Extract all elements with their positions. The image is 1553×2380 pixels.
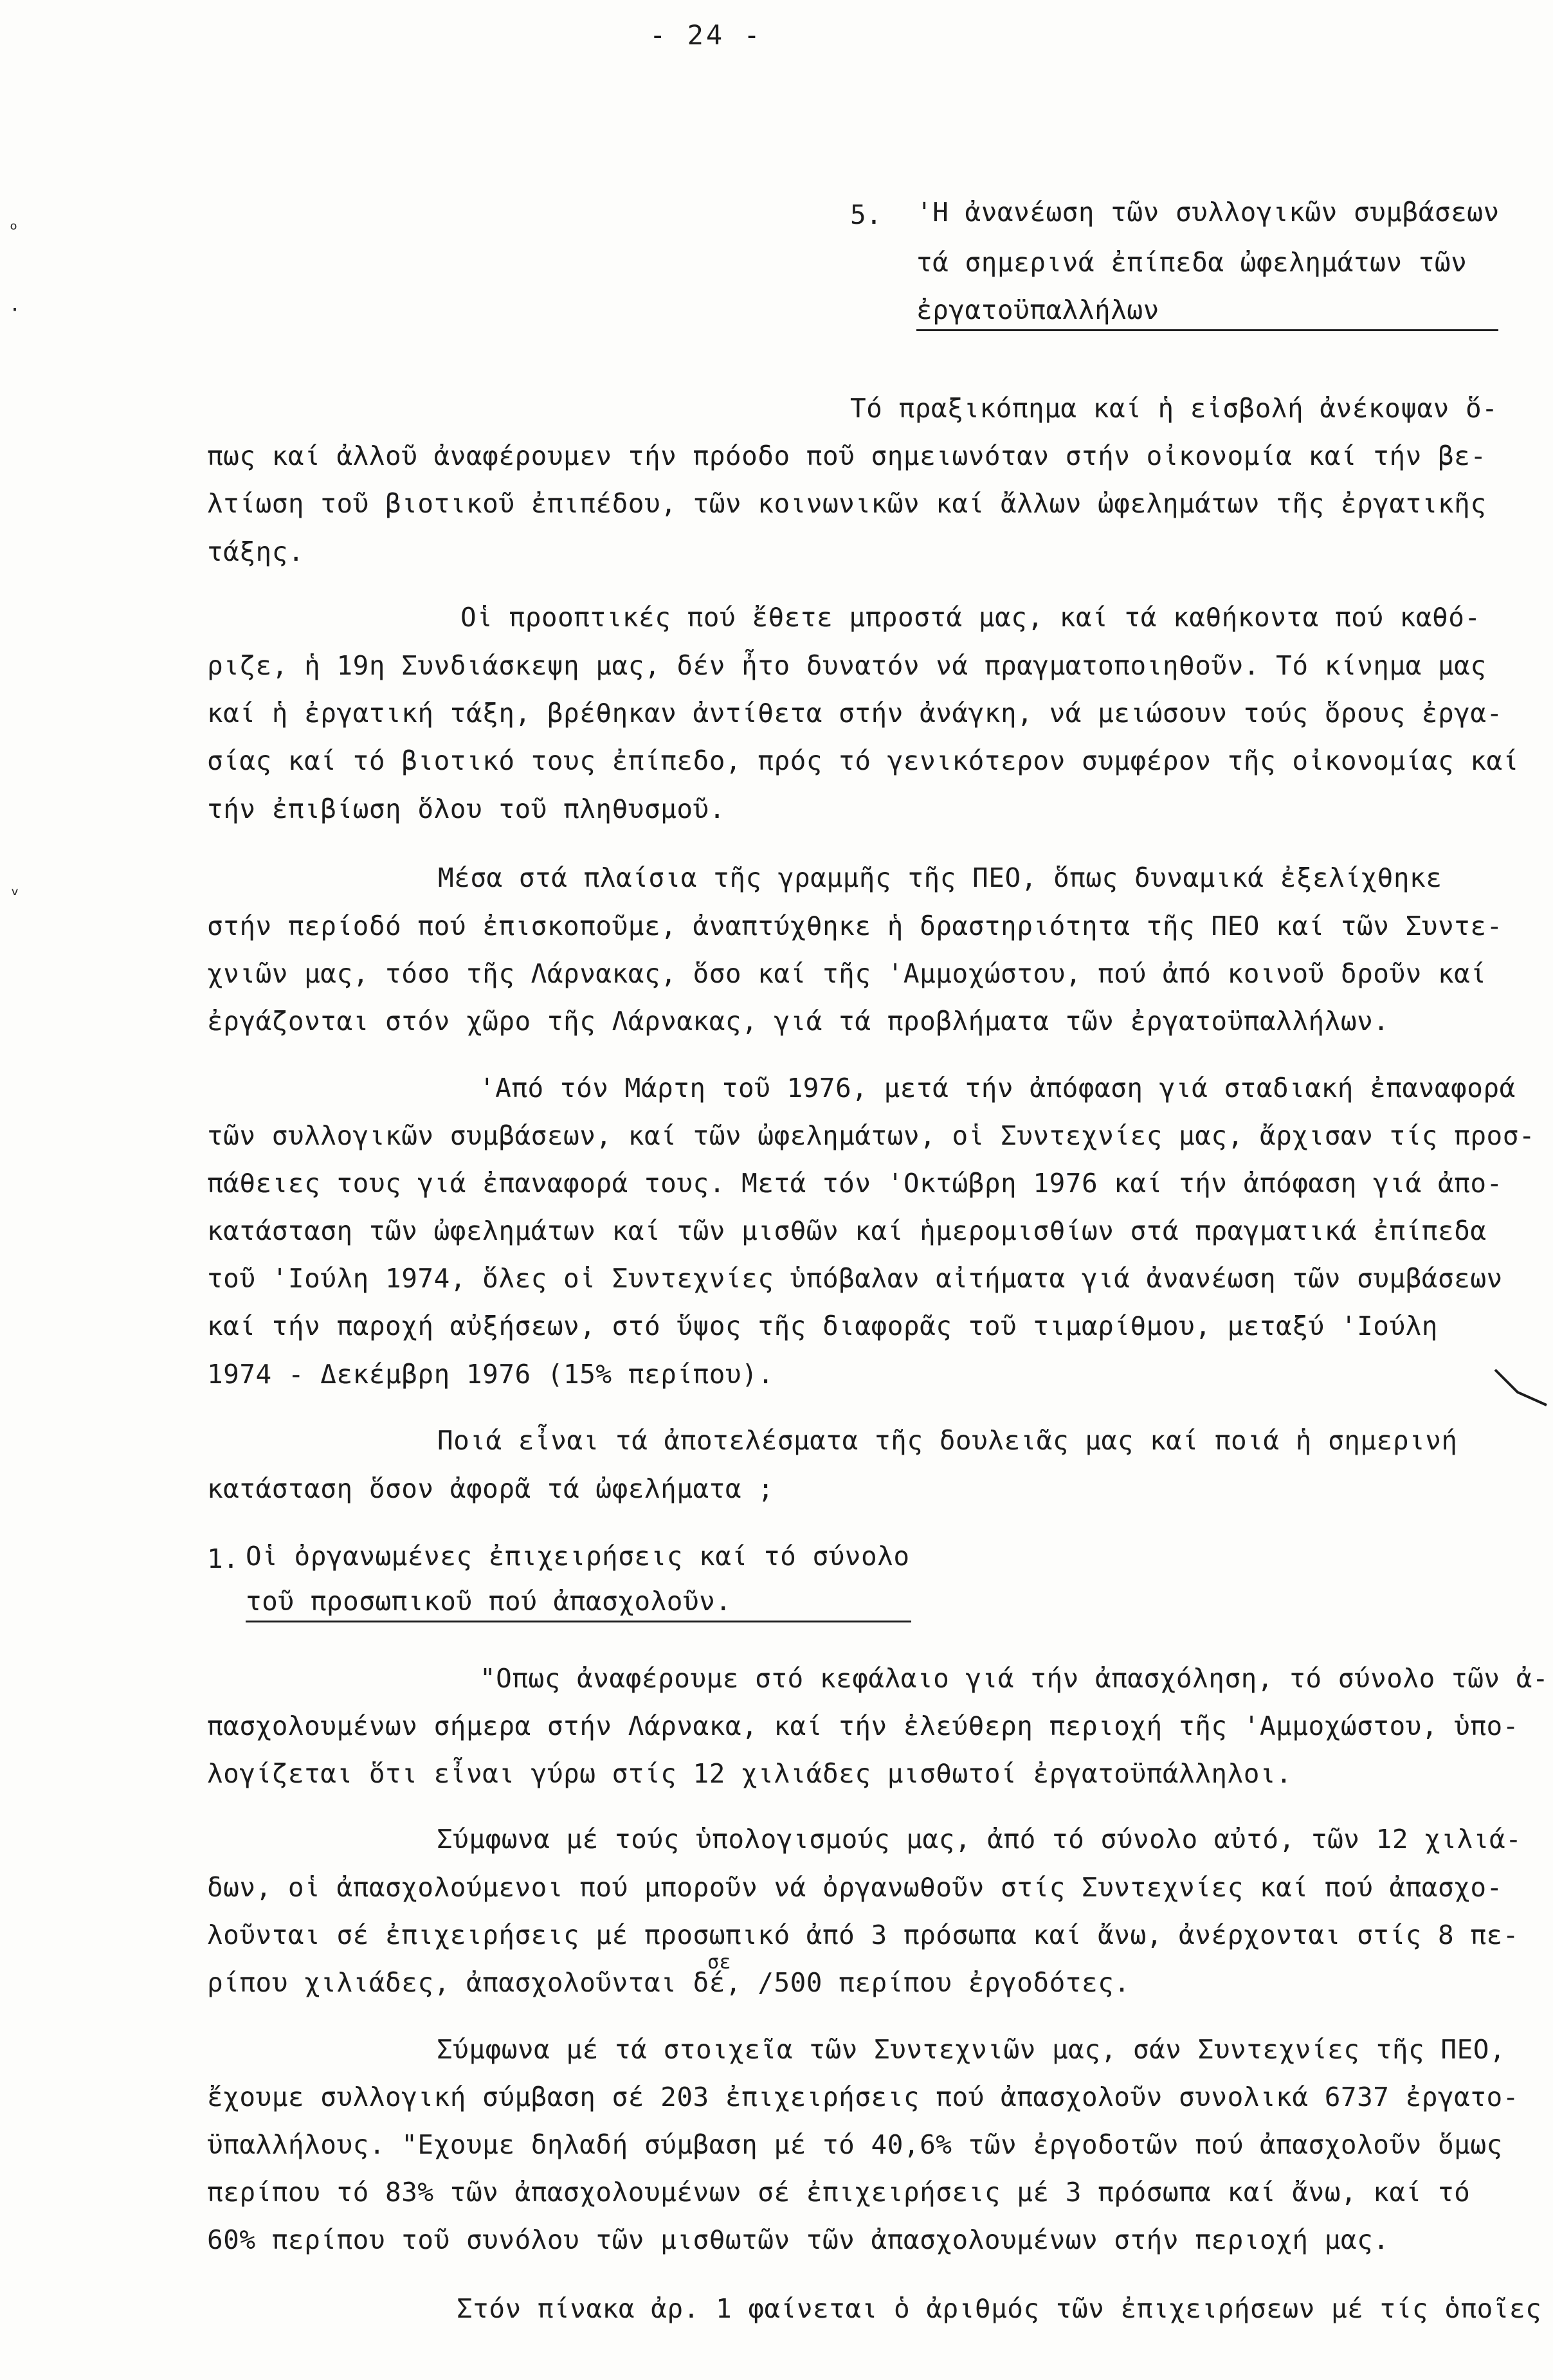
page-number: - 24 - bbox=[649, 19, 763, 51]
subsection-number: 1. bbox=[207, 1543, 239, 1574]
subsection-title-line: Οἱ ὀργανωμένες ἐπιχειρήσεις καί τό σύνολο bbox=[246, 1541, 910, 1572]
paragraph-line: δων, οἱ ἀπασχολούμενοι πού μποροῦν νά ὀργανωθοῦν στίς Συντεχνίες καί πού ἀπασχο- bbox=[207, 1872, 1503, 1903]
paragraph-line: Μέσα στά πλαίσια τῆς γραμμῆς τῆς ΠΕΟ, ὅπως δυναμικά ἐξελίχθηκε bbox=[438, 862, 1442, 893]
paragraph-line: κατάσταση τῶν ὠφελημάτων καί τῶν μισθῶν καί ἡμερομισθίων στά πραγματικά ἐπίπεδα bbox=[207, 1215, 1487, 1246]
paragraph-line: σίας καί τό βιοτικό τους ἐπίπεδο, πρός τό γενικότερον συμφέρον τῆς οἰκονομίας καί bbox=[207, 745, 1519, 776]
margin-stroke bbox=[1492, 1363, 1550, 1415]
paragraph-line: Ποιά εἶναι τά ἀποτελέσματα τῆς δουλειᾶς μας καί ποιά ἡ σημερινή bbox=[437, 1425, 1458, 1456]
paragraph-line: τάξης. bbox=[207, 536, 305, 567]
paragraph-line: ϋπαλλήλους. "Εχουμε δηλαδή σύμβαση μέ τό 40,6% τῶν ἐργοδοτῶν πού ἀπασχολοῦν ὅμως bbox=[207, 2129, 1503, 2160]
paragraph-line: πάθειες τους γιά ἐπαναφορά τους. Μετά τόν 'Οκτώβρη 1976 καί τήν ἀπόφαση γιά ἀπο- bbox=[207, 1168, 1503, 1199]
section-title-line: ἐργατοϋπαλλήλων bbox=[916, 295, 1159, 325]
paragraph-line: λογίζεται ὅτι εἶναι γύρω στίς 12 χιλιάδες μισθωτοί ἐργατοϋπάλληλοι. bbox=[207, 1758, 1293, 1789]
section-title-line: 'Η ἀνανέωση τῶν συλλογικῶν συμβάσεων bbox=[916, 197, 1500, 228]
margin-mark: ᵥ bbox=[9, 878, 21, 900]
paragraph-line: 60% περίπου τοῦ συνόλου τῶν μισθωτῶν τῶν ἀπασχολουμένων στήν περιοχή μας. bbox=[207, 2224, 1390, 2255]
paragraph-line: στήν περίοδό πού ἐπισκοποῦμε, ἀναπτύχθηκε ἡ δραστηριότητα τῆς ΠΕΟ καί τῶν Συντε- bbox=[207, 911, 1503, 941]
paragraph-line: τήν ἐπιβίωση ὅλου τοῦ πληθυσμοῦ. bbox=[207, 794, 725, 824]
paragraph-line: 'Από τόν Μάρτη τοῦ 1976, μετά τήν ἀπόφαση γιά σταδιακή ἐπαναφορά bbox=[479, 1073, 1516, 1104]
section-title-underline bbox=[916, 329, 1498, 331]
paragraph-line: Τό πραξικόπημα καί ἡ εἰσβολή ἀνέκοψαν ὅ- bbox=[850, 393, 1498, 424]
paragraph-line: λτίωση τοῦ βιοτικοῦ ἐπιπέδου, τῶν κοινωνικῶν καί ἄλλων ὠφελημάτων τῆς ἐργατικῆς bbox=[207, 488, 1487, 519]
subsection-title-line: τοῦ προσωπικοῦ πού ἀπασχολοῦν. bbox=[246, 1586, 732, 1617]
paragraph-line: "Οπως ἀναφέρουμε στό κεφάλαιο γιά τήν ἀπασχόληση, τό σύνολο τῶν ἀ- bbox=[480, 1663, 1549, 1694]
paragraph-line: τοῦ 'Ιούλη 1974, ὅλες οἱ Συντεχνίες ὑπόβαλαν αἰτήματα γιά ἀνανέωση τῶν συμβάσεων bbox=[207, 1263, 1503, 1294]
paragraph-line: ἐργάζονται στόν χῶρο τῆς Λάρνακας, γιά τά προβλήματα τῶν ἐργατοϋπαλλήλων. bbox=[207, 1006, 1390, 1037]
paragraph-line: 1974 - Δεκέμβρη 1976 (15% περίπου). bbox=[207, 1359, 774, 1390]
paragraph-line: Στόν πίνακα ἀρ. 1 φαίνεται ὁ ἀριθμός τῶν ἐπιχειρήσεων μέ τίς ὁποῖες bbox=[457, 2293, 1542, 2324]
paragraph-line: ρίπου χιλιάδες, ἀπασχολοῦνται δέ, /500 περίπου ἐργοδότες. bbox=[207, 1967, 1131, 1998]
paragraph-line: Σύμφωνα μέ τούς ὑπολογισμούς μας, ἀπό τό σύνολο αὐτό, τῶν 12 χιλιά- bbox=[437, 1824, 1522, 1855]
paragraph-line: πασχολουμένων σήμερα στήν Λάρνακα, καί τήν ἐλεύθερη περιοχή τῆς 'Αμμοχώστου, ὑπο- bbox=[207, 1711, 1519, 1741]
margin-mark: ₒ bbox=[8, 212, 20, 235]
margin-mark: · bbox=[9, 299, 21, 322]
handwritten-insert: σε bbox=[707, 1951, 732, 1974]
paragraph-line: καί τήν παροχή αὐξήσεων, στό ὕψος τῆς διαφορᾶς τοῦ τιμαρίθμου, μεταξύ 'Ιούλη bbox=[207, 1311, 1438, 1341]
paragraph-line: χνιῶν μας, τόσο τῆς Λάρνακας, ὅσο καί τῆς 'Αμμοχώστου, πού ἀπό κοινοῦ δροῦν καί bbox=[207, 958, 1487, 989]
paragraph-line: καί ἡ ἐργατική τάξη, βρέθηκαν ἀντίθετα στήν ἀνάγκη, νά μειώσουν τούς ὅρους ἐργα- bbox=[207, 698, 1503, 729]
paragraph-line: ριζε, ἡ 19η Συνδιάσκεψη μας, δέν ἦτο δυνατόν νά πραγματοποιηθοῦν. Τό κίνημα μας bbox=[207, 650, 1487, 681]
paragraph-line: λοῦνται σέ ἐπιχειρήσεις μέ προσωπικό ἀπό 3 πρόσωπα καί ἄνω, ἀνέρχονται στίς 8 πε- bbox=[207, 1920, 1519, 1950]
section-title-line: τά σημερινά ἐπίπεδα ὠφελημάτων τῶν bbox=[916, 247, 1467, 278]
paragraph-line: κατάσταση ὅσον ἀφορᾶ τά ὠφελήματα ; bbox=[207, 1473, 774, 1504]
paragraph-line: περίπου τό 83% τῶν ἀπασχολουμένων σέ ἐπιχειρήσεις μέ 3 πρόσωπα καί ἄνω, καί τό bbox=[207, 2177, 1471, 2208]
paragraph-line: Σύμφωνα μέ τά στοιχεῖα τῶν Συντεχνιῶν μας, σάν Συντεχνίες τῆς ΠΕΟ, bbox=[437, 2034, 1506, 2065]
paragraph-line: πως καί ἀλλοῦ ἀναφέρουμεν τήν πρόοδο ποῦ σημειωνόταν στήν οἰκονομία καί τήν βε- bbox=[207, 441, 1487, 471]
section-number: 5. bbox=[850, 199, 882, 230]
paragraph-line: Οἱ προοπτικές πού ἔθετε μπροστά μας, καί τά καθήκοντα πού καθό- bbox=[460, 602, 1481, 633]
paragraph-line: ἔχουμε συλλογική σύμβαση σέ 203 ἐπιχειρήσεις πού ἀπασχολοῦν συνολικά 6737 ἐργατο- bbox=[207, 2082, 1519, 2112]
subsection-title-underline bbox=[246, 1621, 911, 1622]
paragraph-line: τῶν συλλογικῶν συμβάσεων, καί τῶν ὠφελημάτων, οἱ Συντεχνίες μας, ἄρχισαν τίς προσ- bbox=[207, 1120, 1536, 1151]
